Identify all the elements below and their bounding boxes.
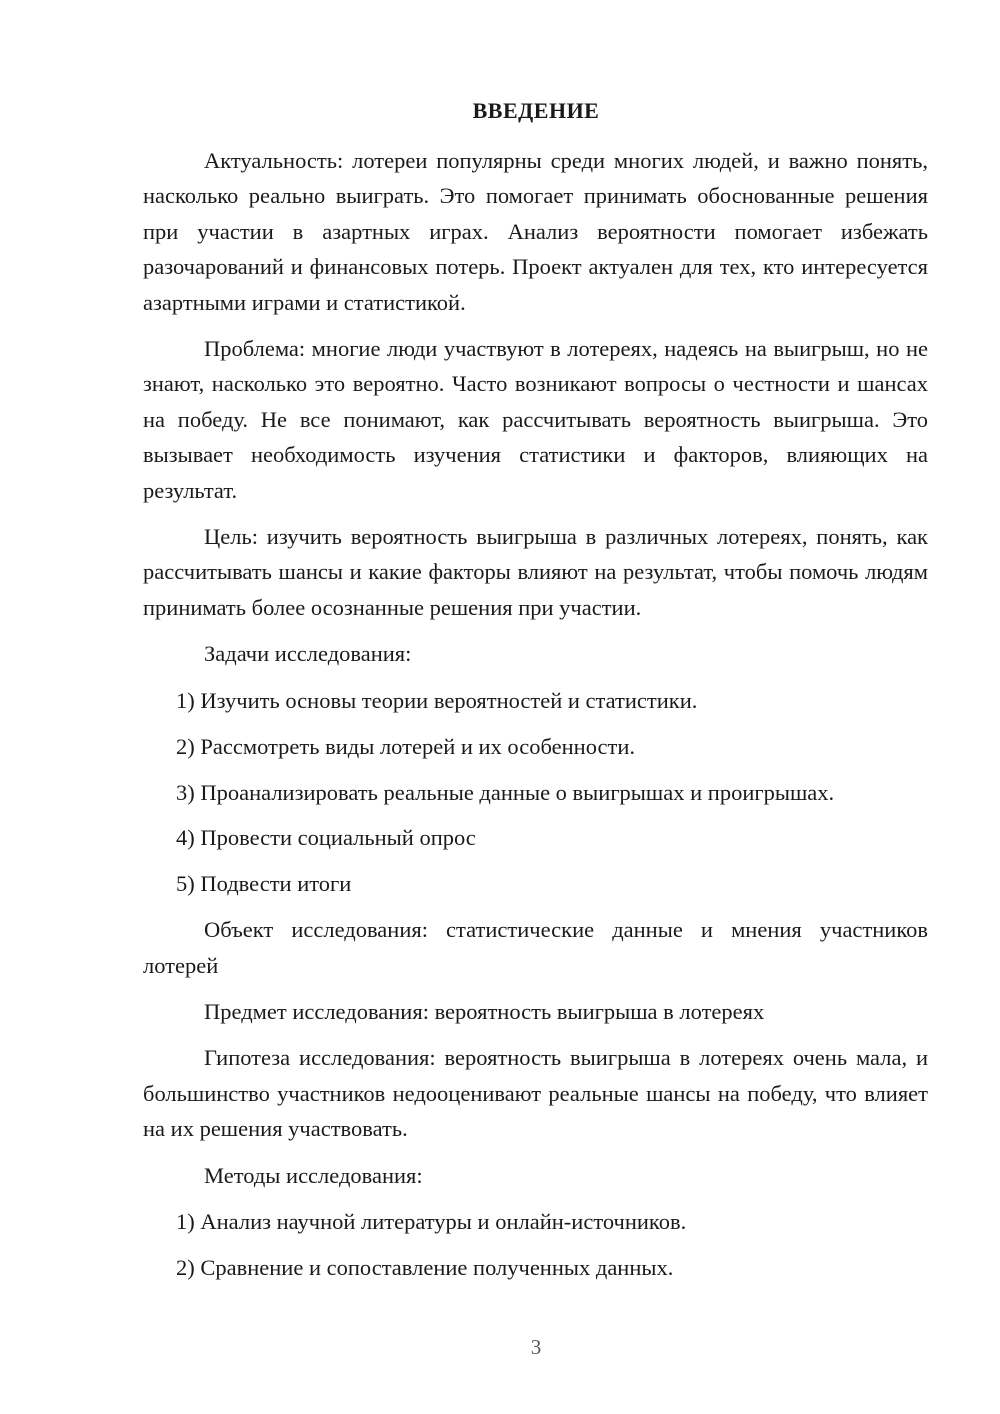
problem-paragraph: Проблема: многие люди участвуют в лотереях, надеясь на выигрыш, но не знают, насколько это вероятно. Часто возникают вопросы о честности и шансах на победу. Не все понимают, как рассчитывать вероятность выигрыша. Это вызывает необходимость изучения статистики и факторов, влияющих на результат.: [143, 336, 928, 503]
object-paragraph: Объект исследования: статистические данные и мнения участников лотерей: [143, 917, 928, 978]
list-item: 3) Проанализировать реальные данные о выигрышах и проигрышах.: [176, 779, 835, 805]
list-item: 1) Изучить основы теории вероятностей и статистики.: [176, 687, 698, 713]
page-number: 3: [530, 1335, 542, 1359]
page-body: [143, 143, 928, 1296]
list-item: 5) Подвести итоги: [176, 871, 352, 897]
list-item: 1) Анализ научной литературы и онлайн-источников.: [176, 1209, 687, 1235]
subject-paragraph: Предмет исследования: вероятность выигрыша в лотереях: [204, 999, 765, 1025]
section-title: ВВЕДЕНИЕ: [472, 98, 600, 123]
tasks-list: [143, 683, 928, 902]
methods-list: [143, 1204, 928, 1285]
methods-heading: Методы исследования:: [204, 1162, 423, 1188]
goal-paragraph: Цель: изучить вероятность выигрыша в различных лотереях, понять, как рассчитывать шансы и какие факторы влияют на результат, чтобы помочь людям принимать более осознанные решения при участии.: [143, 524, 928, 620]
tasks-heading: Задачи исследования:: [204, 641, 412, 667]
list-item: 2) Сравнение и сопоставление полученных данных.: [176, 1254, 674, 1280]
list-item: 4) Провести социальный опрос: [176, 825, 476, 851]
hypothesis-paragraph: Гипотеза исследования: вероятность выигрыша в лотереях очень мала, и большинство участников недооценивают реальные шансы на победу, что влияет на их решения участвовать.: [143, 1045, 928, 1142]
list-item: 2) Рассмотреть виды лотерей и их особенности.: [176, 733, 635, 759]
relevance-paragraph: Актуальность: лотереи популярны среди многих людей, и важно понять, насколько реально выиграть. Это помогает принимать обоснованные решения при участии в азартных играх. Анализ вероятности помогает избежать разочарований и финансовых потерь. Проект актуален для тех, кто интересуется азартными играми и статистикой.: [143, 148, 928, 315]
